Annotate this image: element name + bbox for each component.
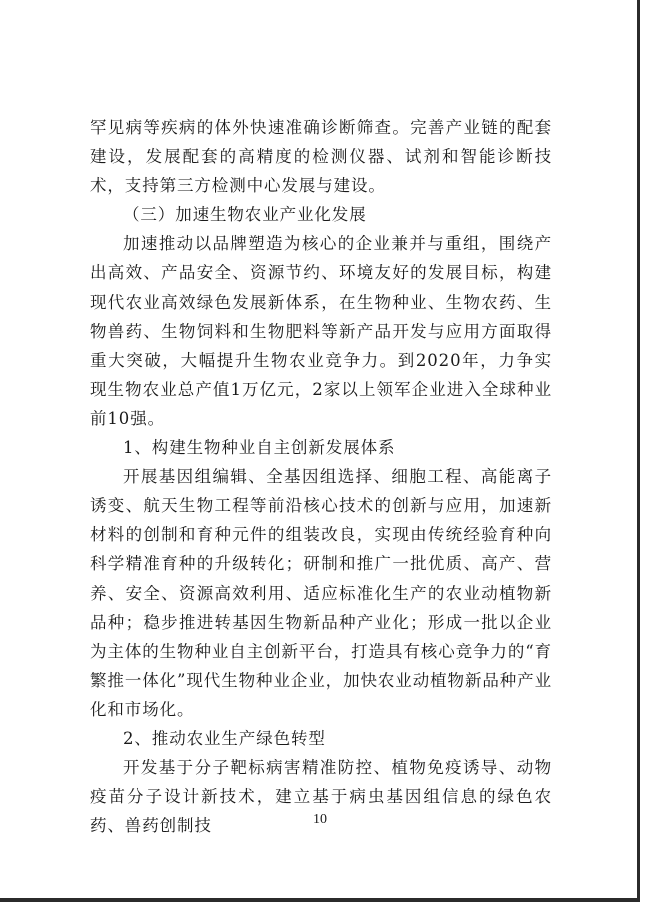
paragraph-bio-agriculture-goals: 加速推动以品牌塑造为核心的企业兼并与重组，围绕产出高效、产品安全、资源节约、环境友好的发展目标，构建现代农业高效绿色发展新体系，在生物种业、生物农药、生物兽药、生物饲料和生物肥料等新产品开发与应用方面取得重大突破，大幅提升生物农业竞争力。到2020年，力争实现生物农业总产值1万亿元，2家以上领军企业进入全球种业前10强。 — [90, 234, 552, 428]
section-heading-bio-agriculture: （三）加速生物农业产业化发展 — [123, 205, 367, 225]
document-body — [90, 113, 552, 840]
subheading-seed-industry: 1、构建生物种业自主创新发展体系 — [123, 438, 396, 458]
paragraph-seed-industry: 开展基因组编辑、全基因组选择、细胞工程、高能离子诱变、航天生物工程等前沿核心技术的创新与应用，加速新材料的创制和育种元件的组装改良，实现由传统经验育种向科学精准育种的升级转化；研制和推广一批优质、高产、营养、安全、资源高效利用、适应标准化生产的农业动植物新品种；稳步推进转基因生物新品种产业化；形成一批以企业为主体的生物种业自主创新平台，打造具有核心竞争力的“育繁推一体化”现代生物种业企业，加快农业动植物新品种产业化和市场化。 — [90, 467, 552, 719]
paragraph-diagnosis-screening: 罕见病等疾病的体外快速准确诊断筛查。完善产业链的配套建设，发展配套的高精度的检测仪器、试剂和智能诊断技术，支持第三方检测中心发展与建设。 — [90, 118, 552, 196]
page-number: 10 — [313, 812, 327, 827]
paragraph-green-transition: 开发基于分子靶标病害精准防控、植物免疫诱导、动物疫苗分子设计新技术，建立基于病虫基因组信息的绿色农药、兽药创制技 — [90, 758, 552, 836]
subheading-green-transition: 2、推动农业生产绿色转型 — [123, 728, 326, 748]
